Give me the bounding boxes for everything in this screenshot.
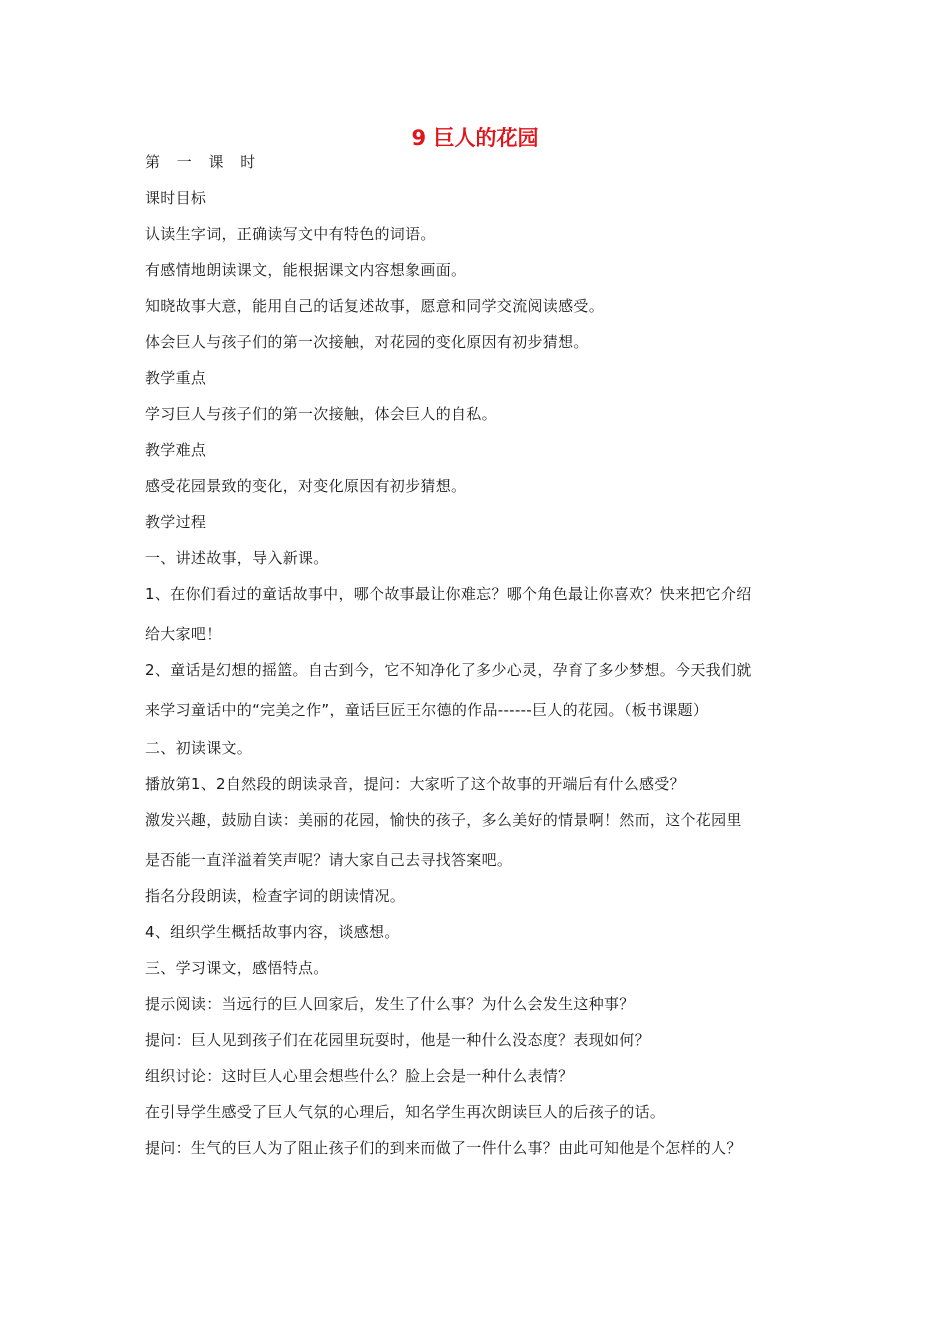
section-heading-difficulties: 教学难点 xyxy=(145,441,207,459)
process-line: 4、组织学生概括故事内容，谈感想。 xyxy=(145,923,400,941)
process-line: 组织讨论：这时巨人心里会想些什么？脸上会是一种什么表情？ xyxy=(145,1067,574,1085)
lesson-period: 第 一 课 时 xyxy=(145,153,262,171)
process-line: 1、在你们看过的童话故事中，哪个故事最让你难忘？哪个角色最让你喜欢？快来把它介绍 xyxy=(145,585,752,603)
objective-line: 知晓故事大意，能用自己的话复述故事，愿意和同学交流阅读感受。 xyxy=(145,297,605,315)
process-line: 2、童话是幻想的摇篮。自古到今，它不知净化了多少心灵，孕育了多少梦想。今天我们就 xyxy=(145,661,752,679)
process-line: 提问：巨人见到孩子们在花园里玩耍时，他是一种什么没态度？表现如何？ xyxy=(145,1031,650,1049)
process-step-heading: 一、讲述故事，导入新课。 xyxy=(145,549,329,567)
process-line: 来学习童话中的“完美之作”，童话巨匠王尔德的作品------巨人的花园。（板书课题） xyxy=(145,701,709,719)
objective-line: 有感情地朗读课文，能根据课文内容想象画面。 xyxy=(145,261,467,279)
key-point-line: 学习巨人与孩子们的第一次接触，体会巨人的自私。 xyxy=(145,405,497,423)
difficulty-line: 感受花园景致的变化，对变化原因有初步猜想。 xyxy=(145,477,467,495)
section-heading-objectives: 课时目标 xyxy=(145,189,207,207)
process-line: 给大家吧！ xyxy=(145,625,222,643)
process-line: 提示阅读：当远行的巨人回家后，发生了什么事？为什么会发生这种事？ xyxy=(145,995,635,1013)
process-line: 在引导学生感受了巨人气氛的心理后，知名学生再次朗读巨人的后孩子的话。 xyxy=(145,1103,666,1121)
process-line: 是否能一直洋溢着笑声呢？请大家自己去寻找答案吧。 xyxy=(145,851,513,869)
section-heading-key-points: 教学重点 xyxy=(145,369,207,387)
process-line: 指名分段朗读，检查字词的朗读情况。 xyxy=(145,887,406,905)
document-title: 9 巨人的花园 xyxy=(411,126,539,150)
objective-line: 认读生字词，正确读写文中有特色的词语。 xyxy=(145,225,436,243)
process-line: 激发兴趣，鼓励自读：美丽的花园，愉快的孩子，多么美好的情景啊！然而，这个花园里 xyxy=(145,811,742,829)
objective-line: 体会巨人与孩子们的第一次接触，对花园的变化原因有初步猜想。 xyxy=(145,333,589,351)
process-line: 提问：生气的巨人为了阻止孩子们的到来而做了一件什么事？由此可知他是个怎样的人？ xyxy=(145,1139,742,1157)
process-step-heading: 三、学习课文，感悟特点。 xyxy=(145,959,329,977)
section-heading-process: 教学过程 xyxy=(145,513,207,531)
process-step-heading: 二、初读课文。 xyxy=(145,739,253,757)
process-line: 播放第1、2自然段的朗读录音，提问：大家听了这个故事的开端后有什么感受？ xyxy=(145,775,685,793)
